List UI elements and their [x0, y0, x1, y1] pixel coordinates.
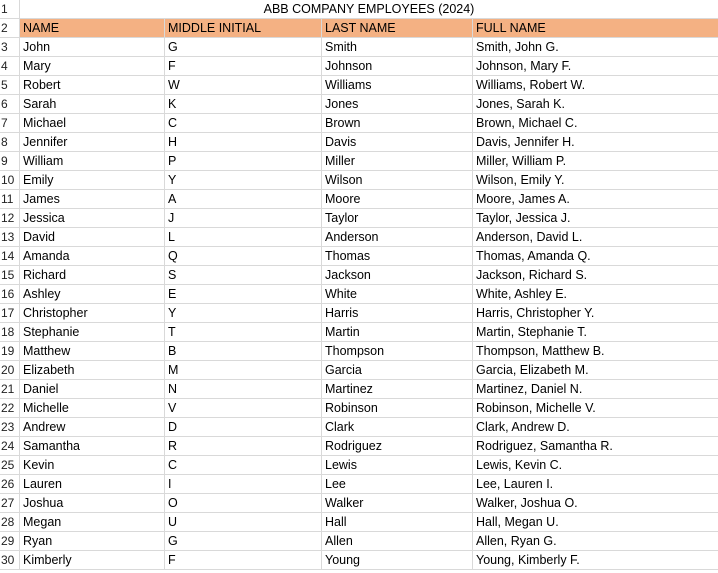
row-number[interactable]: 18 — [0, 323, 20, 341]
cell-middle-initial[interactable]: V — [165, 399, 322, 417]
row-number[interactable]: 3 — [0, 38, 20, 56]
cell-last-name[interactable]: Martinez — [322, 380, 473, 398]
cell-last-name[interactable]: Clark — [322, 418, 473, 436]
cell-last-name[interactable]: Miller — [322, 152, 473, 170]
cell-full-name[interactable]: Clark, Andrew D. — [476, 420, 570, 434]
row-number[interactable]: 4 — [0, 57, 20, 75]
table-row — [0, 304, 718, 323]
cell-first-name[interactable]: William — [20, 152, 165, 170]
row-number[interactable]: 27 — [0, 494, 20, 512]
row-number[interactable]: 13 — [0, 228, 20, 246]
table-row — [0, 209, 718, 228]
cell-first-name[interactable]: Andrew — [20, 418, 165, 436]
cell-full-name[interactable]: Martin, Stephanie T. — [476, 325, 587, 339]
cell-first-name[interactable]: Robert — [20, 76, 165, 94]
cell-first-name[interactable]: Elizabeth — [20, 361, 165, 379]
row-number[interactable]: 19 — [0, 342, 20, 360]
row-number[interactable]: 8 — [0, 133, 20, 151]
cell-full-name[interactable]: Allen, Ryan G. — [476, 534, 557, 548]
cell-full-name[interactable]: Smith, John G. — [476, 40, 559, 54]
cell-full-name[interactable]: Lewis, Kevin C. — [476, 458, 563, 472]
cell-middle-initial[interactable]: F — [165, 551, 322, 569]
table-row — [0, 95, 718, 114]
table-row — [0, 247, 718, 266]
row-number[interactable]: 12 — [0, 209, 20, 227]
row-number[interactable]: 22 — [0, 399, 20, 417]
table-row — [0, 456, 718, 475]
cell-middle-initial[interactable]: J — [165, 209, 322, 227]
cell-first-name[interactable]: Megan — [20, 513, 165, 531]
cell-first-name[interactable]: Michelle — [20, 399, 165, 417]
cell-last-name[interactable]: Thomas — [322, 247, 473, 265]
cell-full-name[interactable]: Thompson, Matthew B. — [476, 344, 605, 358]
table-row — [0, 494, 718, 513]
table-row — [0, 57, 718, 76]
cell-middle-initial[interactable]: I — [165, 475, 322, 493]
cell-first-name[interactable]: Samantha — [20, 437, 165, 455]
cell-middle-initial[interactable]: K — [165, 95, 322, 113]
cell-middle-initial[interactable]: P — [165, 152, 322, 170]
row-number[interactable]: 17 — [0, 304, 20, 322]
table-row — [0, 114, 718, 133]
row-number[interactable]: 6 — [0, 95, 20, 113]
cell-last-name[interactable]: Lee — [322, 475, 473, 493]
cell-last-name[interactable]: Thompson — [322, 342, 473, 360]
cell-full-name[interactable]: Anderson, David L. — [476, 230, 583, 244]
table-row — [0, 190, 718, 209]
cell-last-name[interactable]: Young — [322, 551, 473, 569]
header-full-name[interactable]: FULL NAME — [473, 19, 718, 37]
row-number[interactable]: 10 — [0, 171, 20, 189]
cell-first-name[interactable]: Ashley — [20, 285, 165, 303]
cell-full-name[interactable]: Miller, William P. — [476, 154, 567, 168]
table-row — [0, 532, 718, 551]
cell-middle-initial[interactable]: B — [165, 342, 322, 360]
cell-full-name[interactable]: Walker, Joshua O. — [476, 496, 578, 510]
cell-middle-initial[interactable]: F — [165, 57, 322, 75]
cell-first-name[interactable]: David — [20, 228, 165, 246]
data-rows — [0, 38, 718, 570]
cell-full-name[interactable]: Wilson, Emily Y. — [476, 173, 565, 187]
cell-first-name[interactable]: Sarah — [20, 95, 165, 113]
table-row — [0, 418, 718, 437]
header-middle-initial[interactable]: MIDDLE INITIAL — [165, 19, 322, 37]
cell-first-name[interactable]: Mary — [20, 57, 165, 75]
cell-last-name[interactable]: Rodriguez — [322, 437, 473, 455]
cell-last-name[interactable]: Smith — [322, 38, 473, 56]
cell-first-name[interactable]: Kimberly — [20, 551, 165, 569]
cell-full-name[interactable]: Garcia, Elizabeth M. — [476, 363, 589, 377]
cell-last-name[interactable]: Walker — [322, 494, 473, 512]
cell-middle-initial[interactable]: C — [165, 456, 322, 474]
cell-full-name[interactable]: Jones, Sarah K. — [476, 97, 565, 111]
cell-middle-initial[interactable]: L — [165, 228, 322, 246]
cell-first-name[interactable]: Christopher — [20, 304, 165, 322]
cell-middle-initial[interactable]: G — [165, 38, 322, 56]
cell-last-name[interactable]: Johnson — [322, 57, 473, 75]
table-row — [0, 171, 718, 190]
table-row — [0, 475, 718, 494]
row-number[interactable]: 15 — [0, 266, 20, 284]
cell-full-name[interactable]: Rodriguez, Samantha R. — [476, 439, 613, 453]
cell-last-name[interactable]: Moore — [322, 190, 473, 208]
cell-full-name[interactable]: White, Ashley E. — [476, 287, 568, 301]
row-number[interactable]: 2 — [0, 19, 20, 37]
table-row — [0, 361, 718, 380]
cell-middle-initial[interactable]: W — [165, 76, 322, 94]
row-number[interactable]: 9 — [0, 152, 20, 170]
cell-full-name[interactable]: Robinson, Michelle V. — [476, 401, 596, 415]
cell-last-name[interactable]: Williams — [322, 76, 473, 94]
cell-first-name[interactable]: Emily — [20, 171, 165, 189]
row-number[interactable]: 16 — [0, 285, 20, 303]
cell-middle-initial[interactable]: H — [165, 133, 322, 151]
cell-middle-initial[interactable]: N — [165, 380, 322, 398]
table-row — [0, 513, 718, 532]
cell-full-name[interactable]: Brown, Michael C. — [476, 116, 578, 130]
row-number[interactable]: 21 — [0, 380, 20, 398]
table-row — [0, 152, 718, 171]
cell-last-name[interactable]: Martin — [322, 323, 473, 341]
cell-full-name[interactable]: Moore, James A. — [476, 192, 570, 206]
row-number[interactable]: 14 — [0, 247, 20, 265]
table-row — [0, 285, 718, 304]
table-row — [0, 342, 718, 361]
cell-first-name[interactable]: John — [20, 38, 165, 56]
cell-first-name[interactable]: Jennifer — [20, 133, 165, 151]
cell-first-name[interactable]: James — [20, 190, 165, 208]
row-number[interactable]: 26 — [0, 475, 20, 493]
cell-last-name[interactable]: Harris — [322, 304, 473, 322]
table-row — [0, 76, 718, 95]
row-number[interactable]: 30 — [0, 551, 20, 569]
cell-last-name[interactable]: Wilson — [322, 171, 473, 189]
cell-full-name[interactable]: Davis, Jennifer H. — [476, 135, 575, 149]
cell-full-name[interactable]: Johnson, Mary F. — [476, 59, 572, 73]
cell-full-name[interactable]: Thomas, Amanda Q. — [476, 249, 591, 263]
row-number[interactable]: 5 — [0, 76, 20, 94]
cell-middle-initial[interactable]: D — [165, 418, 322, 436]
header-name[interactable]: NAME — [20, 19, 165, 37]
cell-last-name[interactable]: Lewis — [322, 456, 473, 474]
cell-first-name[interactable]: Richard — [20, 266, 165, 284]
table-row — [0, 399, 718, 418]
cell-first-name[interactable]: Kevin — [20, 456, 165, 474]
cell-middle-initial[interactable]: A — [165, 190, 322, 208]
cell-first-name[interactable]: Daniel — [20, 380, 165, 398]
row-number[interactable]: 23 — [0, 418, 20, 436]
cell-middle-initial[interactable]: S — [165, 266, 322, 284]
cell-last-name[interactable]: Davis — [322, 133, 473, 151]
table-row — [0, 551, 718, 570]
table-row — [0, 380, 718, 399]
header-row — [0, 19, 718, 38]
table-row — [0, 228, 718, 247]
cell-full-name[interactable]: Harris, Christopher Y. — [476, 306, 595, 320]
cell-middle-initial[interactable]: M — [165, 361, 322, 379]
cell-middle-initial[interactable]: Y — [165, 171, 322, 189]
cell-full-name[interactable]: Jackson, Richard S. — [476, 268, 588, 282]
cell-middle-initial[interactable]: G — [165, 532, 322, 550]
header-last-name[interactable]: LAST NAME — [322, 19, 473, 37]
row-number[interactable]: 11 — [0, 190, 20, 208]
cell-first-name[interactable]: Lauren — [20, 475, 165, 493]
cell-first-name[interactable]: Matthew — [20, 342, 165, 360]
row-number[interactable]: 7 — [0, 114, 20, 132]
cell-last-name[interactable]: Taylor — [322, 209, 473, 227]
row-number[interactable]: 25 — [0, 456, 20, 474]
cell-last-name[interactable]: White — [322, 285, 473, 303]
cell-last-name[interactable]: Hall — [322, 513, 473, 531]
row-number[interactable]: 20 — [0, 361, 20, 379]
cell-last-name[interactable]: Garcia — [322, 361, 473, 379]
cell-middle-initial[interactable]: O — [165, 494, 322, 512]
sheet-title[interactable]: ABB COMPANY EMPLOYEES (2024) — [263, 2, 475, 16]
cell-first-name[interactable]: Stephanie — [20, 323, 165, 341]
row-number[interactable]: 24 — [0, 437, 20, 455]
table-row — [0, 133, 718, 152]
cell-full-name[interactable]: Lee, Lauren I. — [476, 477, 554, 491]
cell-full-name[interactable]: Taylor, Jessica J. — [476, 211, 571, 225]
row-number[interactable]: 29 — [0, 532, 20, 550]
cell-last-name[interactable]: Robinson — [322, 399, 473, 417]
cell-middle-initial[interactable]: C — [165, 114, 322, 132]
table-row — [0, 323, 718, 342]
table-row — [0, 38, 718, 57]
cell-middle-initial[interactable]: Q — [165, 247, 322, 265]
cell-first-name[interactable]: Michael — [20, 114, 165, 132]
cell-middle-initial[interactable]: T — [165, 323, 322, 341]
cell-last-name[interactable]: Allen — [322, 532, 473, 550]
cell-first-name[interactable]: Jessica — [20, 209, 165, 227]
cell-full-name[interactable]: Martinez, Daniel N. — [476, 382, 583, 396]
cell-middle-initial[interactable]: R — [165, 437, 322, 455]
table-row — [0, 266, 718, 285]
cell-last-name[interactable]: Brown — [322, 114, 473, 132]
cell-first-name[interactable]: Amanda — [20, 247, 165, 265]
cell-middle-initial[interactable]: U — [165, 513, 322, 531]
row-number[interactable]: 28 — [0, 513, 20, 531]
title-row — [0, 0, 718, 19]
cell-first-name[interactable]: Joshua — [20, 494, 165, 512]
row-number[interactable]: 1 — [0, 0, 20, 18]
cell-full-name[interactable]: Young, Kimberly F. — [476, 553, 580, 567]
cell-full-name[interactable]: Hall, Megan U. — [476, 515, 559, 529]
cell-full-name[interactable]: Williams, Robert W. — [476, 78, 586, 92]
cell-first-name[interactable]: Ryan — [20, 532, 165, 550]
cell-middle-initial[interactable]: Y — [165, 304, 322, 322]
table-row — [0, 437, 718, 456]
cell-last-name[interactable]: Jones — [322, 95, 473, 113]
cell-last-name[interactable]: Jackson — [322, 266, 473, 284]
cell-middle-initial[interactable]: E — [165, 285, 322, 303]
cell-last-name[interactable]: Anderson — [322, 228, 473, 246]
